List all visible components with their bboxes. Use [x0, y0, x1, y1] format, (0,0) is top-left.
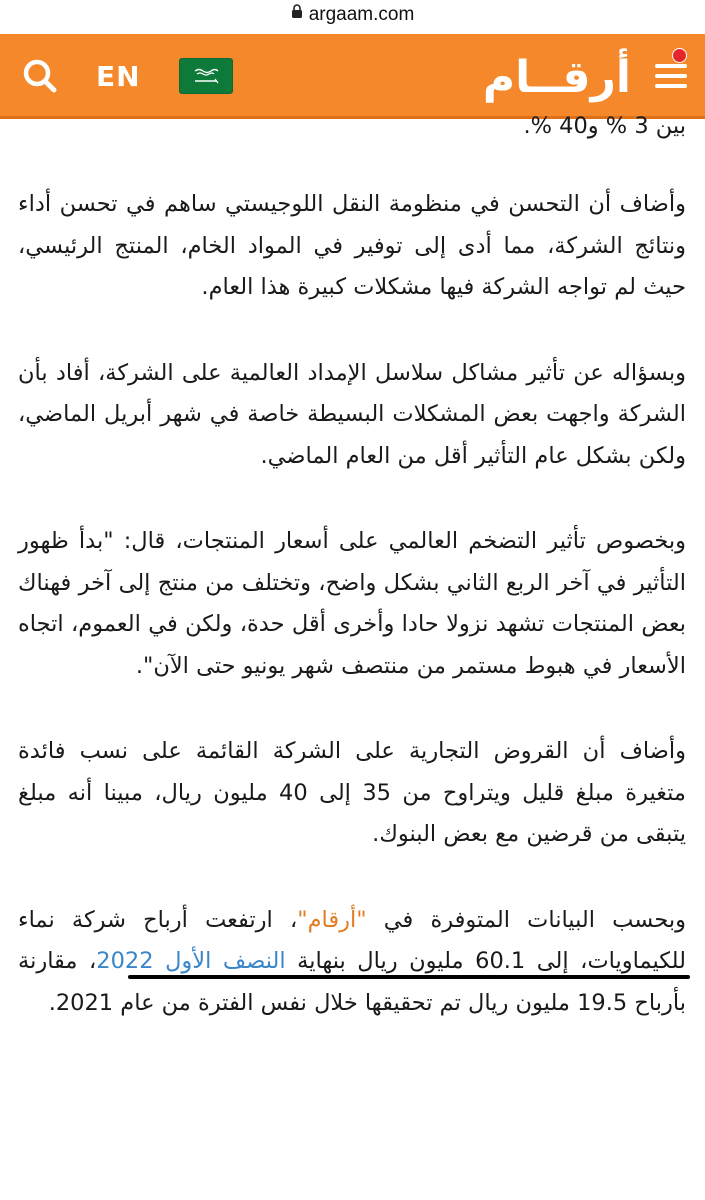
hamburger-line: [655, 74, 687, 78]
article-paragraph-2: وبسؤاله عن تأثير مشاكل سلاسل الإمداد العالمية على الشركة، أفاد بأن الشركة واجهت بعض المشكلات البسيطة خاصة في شهر أبريل الماضي، ولكن بشكل عام التأثير أقل من العام الماضي.: [18, 359, 686, 469]
p5-text-2: ، ارتفعت أرباح شركة نماء للكيماويات، إلى 60.1 مليون ريال بنهاية: [18, 906, 686, 974]
browser-url-bar[interactable]: [0, 0, 705, 30]
article-paragraph-4: وأضاف أن القروض التجارية على الشركة القائمة على نسب فائدة متغيرة مبلغ قليل ويتراوح من 35 إلى 40 مليون ريال، مبينا أنه مبلغ يتبقى من قرضين مع بعض البنوك.: [18, 738, 686, 847]
period-link[interactable]: النصف الأول 2022: [96, 948, 286, 974]
saudi-flag-icon[interactable]: [179, 58, 233, 94]
search-button[interactable]: [20, 56, 60, 96]
lock-icon: [291, 4, 303, 18]
article-paragraph-1: وأضاف أن التحسن في منظومة النقل اللوجيستي ساهم في تحسن أداء ونتائج الشركة، مما أدى إلى توفير في المواد الخام، المنتج الرئيسي، حيث لم تواجه الشركة فيها مشكلات كبيرة هذا العام.: [18, 191, 686, 300]
hamburger-line: [655, 84, 687, 88]
clipped-text-line: بين 3 % و40 %.: [523, 116, 686, 139]
search-icon: [20, 56, 60, 96]
p5-text-1: وبحسب البيانات المتوفرة في: [366, 906, 686, 933]
url-text: argaam.com: [308, 4, 415, 25]
hand-drawn-underline: [128, 975, 690, 979]
arqaam-link[interactable]: "أرقام": [297, 906, 367, 933]
hamburger-menu-icon: [655, 64, 687, 68]
hamburger-menu-button[interactable]: [655, 64, 687, 92]
argaam-logo[interactable]: أرقــام: [482, 52, 631, 103]
notification-dot: [672, 48, 687, 63]
language-switch-button[interactable]: EN: [96, 60, 141, 93]
site-header: [0, 34, 705, 119]
p5-text-3: ، مقارنة بأرباح 19.5 مليون ريال تم تحقيقها خلال نفس الفترة من عام 2021.: [18, 948, 686, 1016]
article-paragraph-5: [18, 900, 686, 1025]
article-paragraph-3: وبخصوص تأثير التضخم العالمي على أسعار المنتجات، قال: "بدأ ظهور التأثير في آخر الربع الثاني بشكل واضح، وتختلف من منتج إلى آخر فهناك بعض المنتجات تشهد نزولا حادا وأخرى أقل حدة، ولكن في العموم، اتجاه الأسعار في هبوط مستمر من منتصف شهر يونيو حتى الآن".: [18, 528, 686, 679]
article-body: [18, 116, 686, 1024]
